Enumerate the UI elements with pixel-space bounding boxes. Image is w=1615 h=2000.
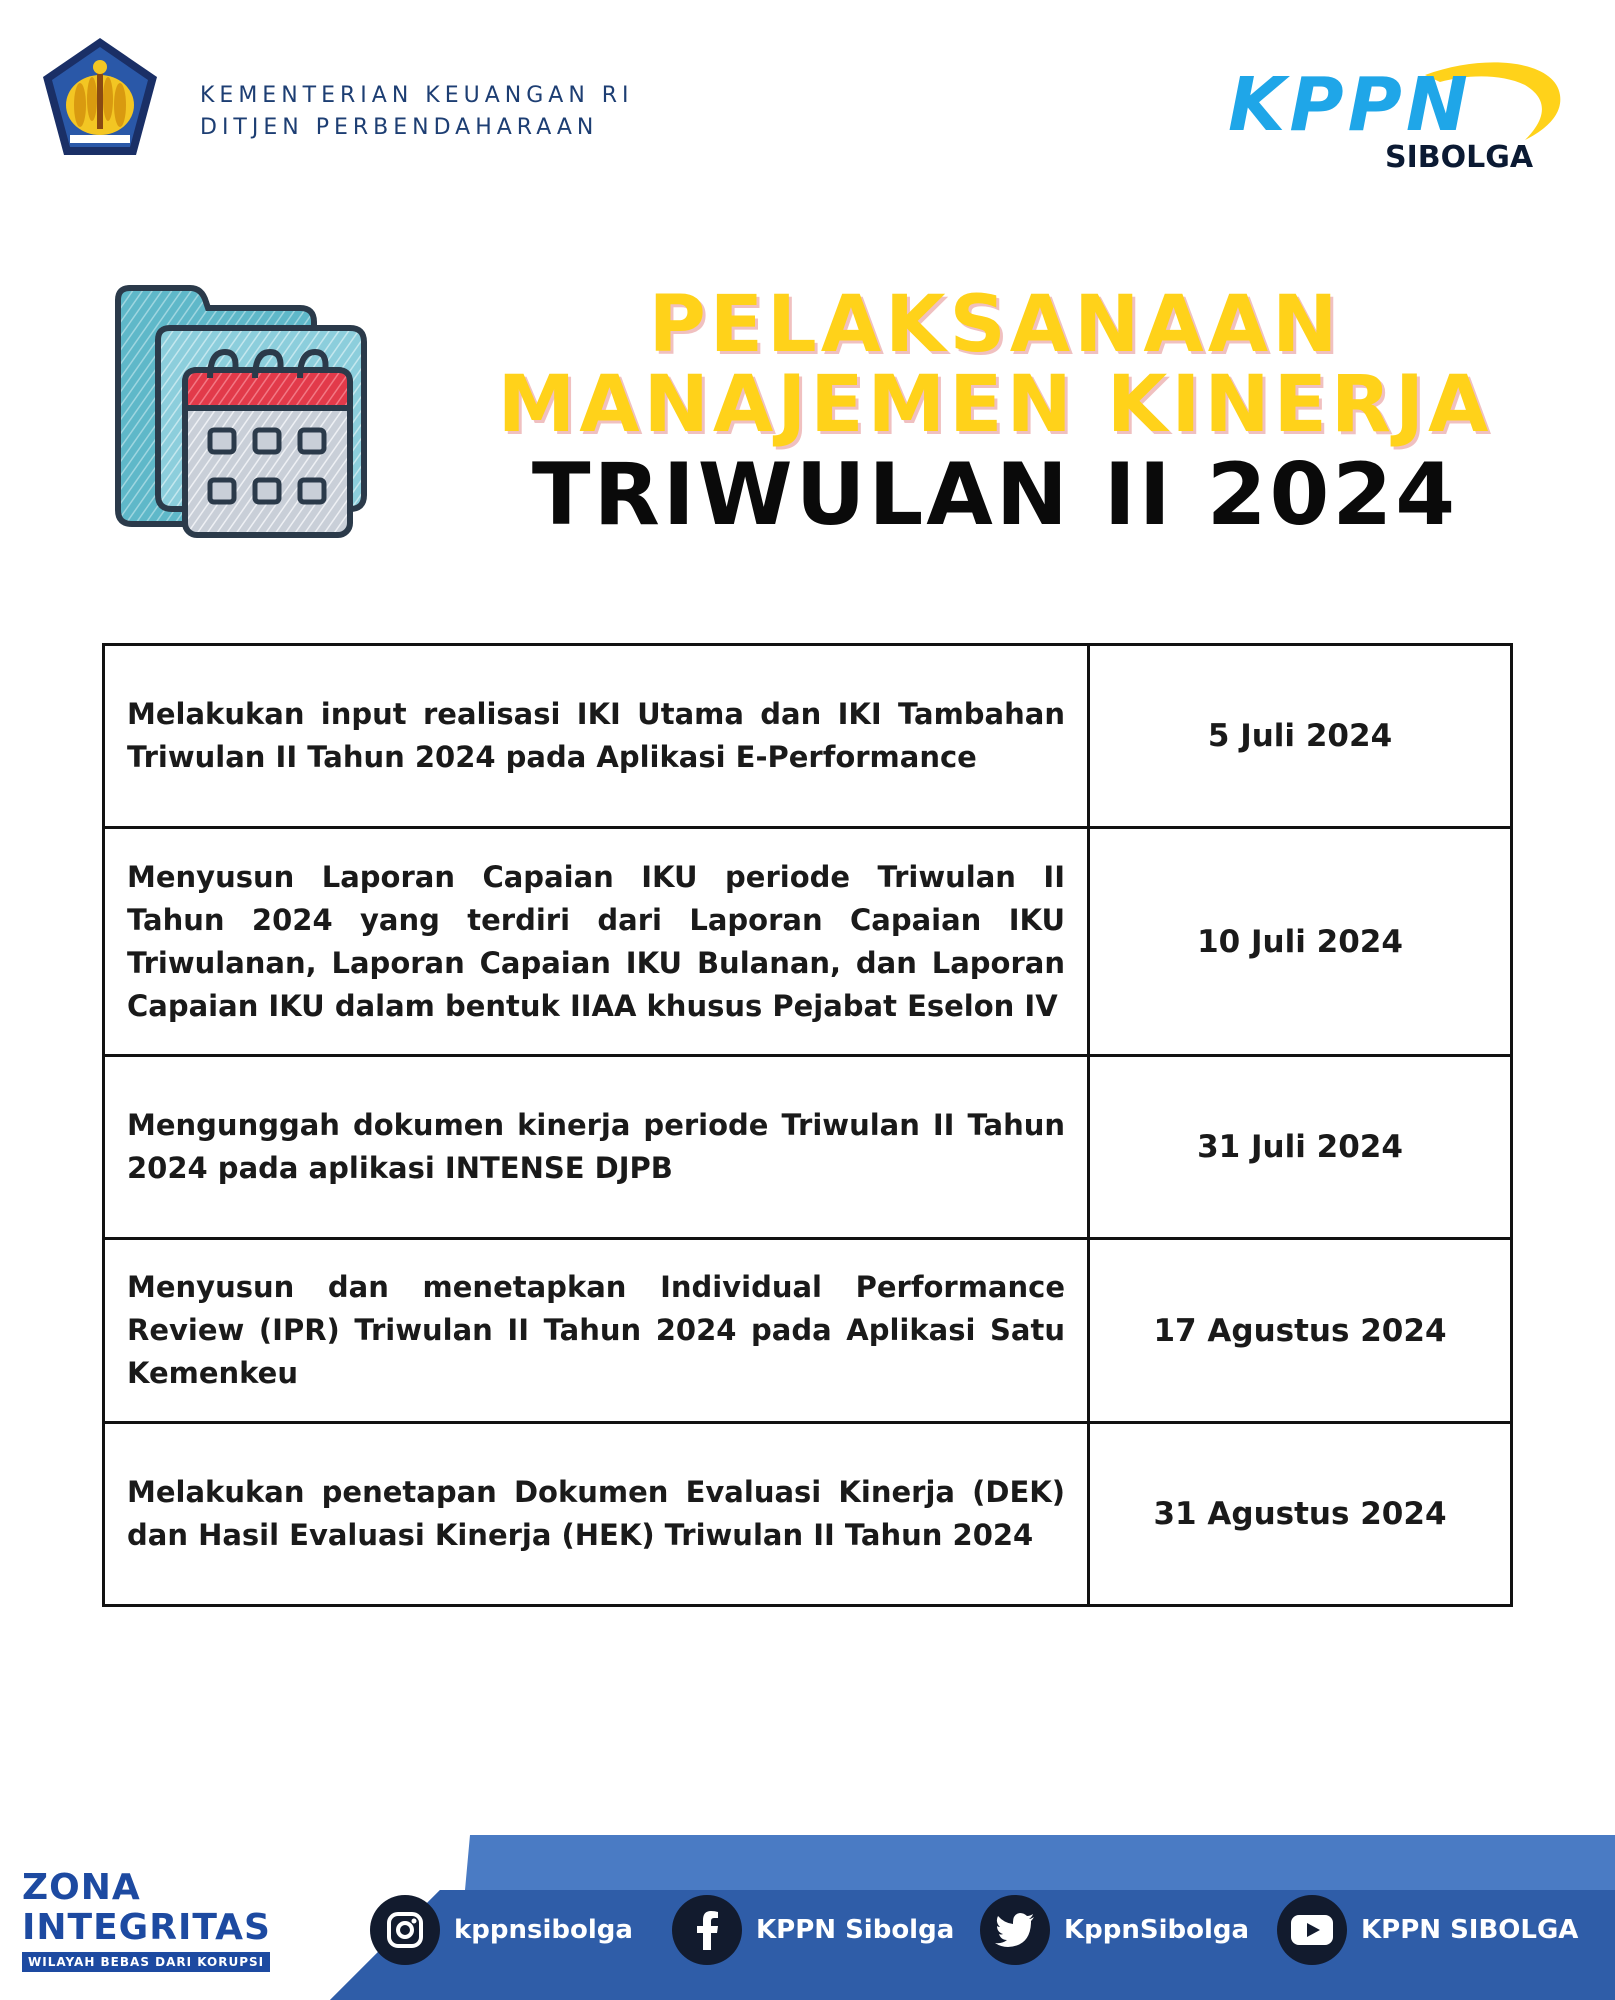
zona-line-1: ZONA [22, 1867, 141, 1908]
twitter-label: KppnSibolga [1064, 1915, 1250, 1945]
twitter-icon [980, 1895, 1050, 1965]
schedule-table [102, 643, 1513, 1607]
facebook-label: KPPN Sibolga [756, 1915, 955, 1945]
social-instagram[interactable] [370, 1895, 633, 1965]
kppn-logo-text: KPPN [1228, 62, 1472, 148]
social-youtube[interactable] [1277, 1895, 1578, 1965]
kppn-city-text: SIBOLGA [1385, 140, 1534, 175]
task-cell: Melakukan input realisasi IKI Utama dan IKI Tambahan Triwulan II Tahun 2024 pada Aplikasi E-Performance [104, 645, 1089, 828]
instagram-label: kppnsibolga [454, 1915, 633, 1945]
title-line-1: PELAKSANAAN [648, 280, 1342, 370]
task-cell: Mengunggah dokumen kinerja periode Triwulan II Tahun 2024 pada aplikasi INTENSE DJPB [104, 1056, 1089, 1239]
organization-name [200, 80, 634, 144]
social-twitter[interactable] [980, 1895, 1249, 1965]
table-row [104, 1056, 1512, 1239]
date-cell: 31 Agustus 2024 [1089, 1423, 1512, 1606]
date-cell: 17 Agustus 2024 [1089, 1239, 1512, 1423]
page-title [440, 280, 1550, 545]
task-cell: Melakukan penetapan Dokumen Evaluasi Kinerja (DEK) dan Hasil Evaluasi Kinerja (HEK) Triwulan II Tahun 2024 [104, 1423, 1089, 1606]
org-line-2: DITJEN PERBENDAHARAAN [200, 115, 599, 140]
facebook-icon [672, 1895, 742, 1965]
title-line-3: TRIWULAN II 2024 [531, 445, 1459, 545]
date-cell: 5 Juli 2024 [1089, 645, 1512, 828]
task-cell: Menyusun Laporan Capaian IKU periode Triwulan II Tahun 2024 yang terdiri dari Laporan Capaian IKU Triwulanan, Laporan Capaian IKU Bulanan, dan Laporan Capaian IKU dalam bentuk IIAA khusus Pejabat Eselon IV [104, 828, 1089, 1056]
date-cell: 31 Juli 2024 [1089, 1056, 1512, 1239]
zona-line-2: INTEGRITAS [22, 1907, 271, 1948]
task-cell: Menyusun dan menetapkan Individual Performance Review (IPR) Triwulan II Tahun 2024 pada Aplikasi Satu Kemenkeu [104, 1239, 1089, 1423]
org-line-1: KEMENTERIAN KEUANGAN RI [200, 83, 634, 108]
zona-line-3: WILAYAH BEBAS DARI KORUPSI [22, 1952, 270, 1972]
calendar-folder-icon [110, 280, 390, 545]
instagram-icon [370, 1895, 440, 1965]
table-row [104, 1423, 1512, 1606]
social-facebook[interactable] [672, 1895, 954, 1965]
zona-integritas-logo [22, 1868, 292, 1972]
table-row [104, 645, 1512, 828]
date-cell: 10 Juli 2024 [1089, 828, 1512, 1056]
table-row [104, 828, 1512, 1056]
youtube-label: KPPN SIBOLGA [1361, 1915, 1579, 1945]
kemenkeu-emblem-icon [40, 35, 160, 160]
table-row [104, 1239, 1512, 1423]
youtube-icon [1277, 1895, 1347, 1965]
title-line-2: MANAJEMEN KINERJA [497, 360, 1493, 450]
